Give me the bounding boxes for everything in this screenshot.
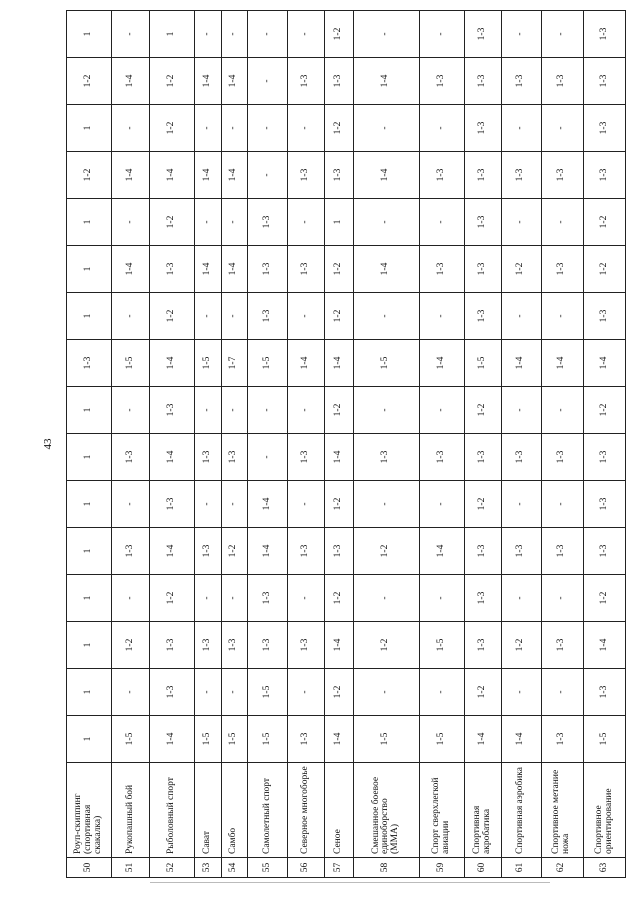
row-number: 58 <box>353 858 419 878</box>
value-cell: 1-3 <box>584 105 626 152</box>
page-number: 43 <box>42 438 54 450</box>
value-cell: 1-4 <box>150 434 195 481</box>
value-cell: 1-4 <box>248 528 287 575</box>
value-cell: 1-3 <box>353 434 419 481</box>
value-cell: - <box>111 293 149 340</box>
value-cell: - <box>221 293 248 340</box>
value-cell: - <box>248 105 287 152</box>
value-cell: 1-3 <box>325 152 354 199</box>
value-cell: 1-2 <box>325 11 354 58</box>
value-cell: 1-4 <box>150 716 195 763</box>
value-cell: - <box>287 575 324 622</box>
value-cell: 1-5 <box>420 716 465 763</box>
value-cell: 1-3 <box>541 58 584 105</box>
value-cell: 1-2 <box>325 105 354 152</box>
value-cell: 1-2 <box>325 387 354 434</box>
value-cell: - <box>353 11 419 58</box>
value-cell: - <box>420 105 465 152</box>
value-cell: 1-2 <box>150 105 195 152</box>
value-cell: - <box>541 199 584 246</box>
value-cell: 1-5 <box>248 340 287 387</box>
value-cell: 1-3 <box>420 58 465 105</box>
value-cell: 1-4 <box>420 528 465 575</box>
value-cell: - <box>194 11 221 58</box>
value-cell: - <box>287 387 324 434</box>
value-cell: 1-7 <box>221 340 248 387</box>
value-cell: 1-4 <box>353 152 419 199</box>
sport-name: Сеное <box>325 763 354 858</box>
value-cell: 1-2 <box>502 246 541 293</box>
value-cell: 1 <box>67 11 112 58</box>
value-cell: - <box>502 575 541 622</box>
value-cell: 1-3 <box>194 434 221 481</box>
row-number: 57 <box>325 858 354 878</box>
table-row <box>325 11 354 878</box>
value-cell: - <box>221 199 248 246</box>
value-cell: 1-4 <box>325 434 354 481</box>
row-number: 54 <box>221 858 248 878</box>
value-cell: - <box>287 105 324 152</box>
value-cell: 1-3 <box>464 199 501 246</box>
value-cell: - <box>248 11 287 58</box>
value-cell: 1-3 <box>150 387 195 434</box>
value-cell: 1-4 <box>221 246 248 293</box>
value-cell: 1-5 <box>584 716 626 763</box>
value-cell: 1-2 <box>464 387 501 434</box>
value-cell: - <box>353 387 419 434</box>
value-cell: 1-3 <box>420 434 465 481</box>
value-cell: - <box>194 481 221 528</box>
value-cell: 1-5 <box>353 716 419 763</box>
value-cell: 1-4 <box>287 340 324 387</box>
table-row <box>502 11 541 878</box>
value-cell: 1 <box>67 528 112 575</box>
value-cell: 1-3 <box>541 152 584 199</box>
row-number: 52 <box>150 858 195 878</box>
value-cell: 1-3 <box>194 622 221 669</box>
value-cell: 1-4 <box>353 246 419 293</box>
value-cell: 1-2 <box>150 293 195 340</box>
value-cell: - <box>287 669 324 716</box>
value-cell: 1-3 <box>150 481 195 528</box>
value-cell: 1-3 <box>287 434 324 481</box>
value-cell: 1-3 <box>150 246 195 293</box>
value-cell: 1-4 <box>248 481 287 528</box>
sport-name: Спортивное ориентирование <box>584 763 626 858</box>
value-cell: 1-5 <box>464 340 501 387</box>
value-cell: 1-3 <box>150 669 195 716</box>
value-cell: - <box>353 293 419 340</box>
value-cell: 1 <box>67 716 112 763</box>
table-row <box>287 11 324 878</box>
row-number: 53 <box>194 858 221 878</box>
value-cell: - <box>221 481 248 528</box>
value-cell: 1-5 <box>221 716 248 763</box>
value-cell: 1-2 <box>150 58 195 105</box>
value-cell: - <box>221 575 248 622</box>
value-cell: 1-3 <box>248 575 287 622</box>
value-cell: 1-3 <box>584 11 626 58</box>
value-cell: 1-2 <box>353 622 419 669</box>
value-cell: 1-4 <box>150 152 195 199</box>
value-cell: 1-3 <box>584 669 626 716</box>
value-cell: - <box>221 11 248 58</box>
value-cell: 1-3 <box>584 58 626 105</box>
sport-name: Рукопашный бой <box>111 763 149 858</box>
value-cell: 1-4 <box>111 152 149 199</box>
value-cell: - <box>194 105 221 152</box>
value-cell: 1-3 <box>464 528 501 575</box>
value-cell: 1-3 <box>221 434 248 481</box>
value-cell: 1 <box>67 246 112 293</box>
value-cell: - <box>353 481 419 528</box>
value-cell: 1-4 <box>111 246 149 293</box>
table-row <box>150 11 195 878</box>
value-cell: - <box>248 58 287 105</box>
sport-name: Спорт сверхлегкой авиации <box>420 763 465 858</box>
value-cell: 1-4 <box>194 152 221 199</box>
value-cell: 1-5 <box>194 716 221 763</box>
sport-name: Самбо <box>221 763 248 858</box>
value-cell: 1-3 <box>464 293 501 340</box>
value-cell: - <box>287 199 324 246</box>
value-cell: - <box>420 293 465 340</box>
row-number: 56 <box>287 858 324 878</box>
value-cell: - <box>502 669 541 716</box>
table-row <box>194 11 221 878</box>
value-cell: - <box>194 387 221 434</box>
value-cell: - <box>541 387 584 434</box>
value-cell: 1-3 <box>584 528 626 575</box>
value-cell: - <box>502 11 541 58</box>
value-cell: - <box>420 481 465 528</box>
value-cell: 1-2 <box>464 481 501 528</box>
value-cell: 1-2 <box>502 622 541 669</box>
sport-name: Самолетный спорт <box>248 763 287 858</box>
value-cell: 1-3 <box>502 528 541 575</box>
row-number: 61 <box>502 858 541 878</box>
value-cell: 1-3 <box>502 58 541 105</box>
value-cell: 1-3 <box>194 528 221 575</box>
value-cell: - <box>221 105 248 152</box>
value-cell: 1-3 <box>584 434 626 481</box>
value-cell: - <box>541 11 584 58</box>
value-cell: 1-4 <box>464 716 501 763</box>
value-cell: - <box>353 105 419 152</box>
table-row <box>584 11 626 878</box>
table-row <box>353 11 419 878</box>
value-cell: - <box>541 481 584 528</box>
value-cell: 1-5 <box>111 716 149 763</box>
value-cell: 1-3 <box>287 152 324 199</box>
sport-name: Смешанное боевое единоборство (ММА) <box>353 763 419 858</box>
value-cell: 1-3 <box>150 622 195 669</box>
value-cell: - <box>287 11 324 58</box>
table-row <box>248 11 287 878</box>
value-cell: 1-3 <box>464 11 501 58</box>
value-cell: - <box>111 669 149 716</box>
value-cell: 1-4 <box>111 58 149 105</box>
value-cell: 1 <box>67 434 112 481</box>
row-number: 59 <box>420 858 465 878</box>
value-cell: 1-3 <box>111 528 149 575</box>
value-cell: 1-2 <box>584 246 626 293</box>
value-cell: - <box>353 575 419 622</box>
value-cell: 1 <box>67 575 112 622</box>
value-cell: 1-2 <box>325 669 354 716</box>
value-cell: - <box>194 575 221 622</box>
value-cell: 1-3 <box>541 246 584 293</box>
value-cell: 1-3 <box>464 58 501 105</box>
value-cell: 1-4 <box>221 58 248 105</box>
table-row <box>464 11 501 878</box>
sport-name: Сават <box>194 763 221 858</box>
value-cell: 1-3 <box>584 152 626 199</box>
value-cell: 1 <box>67 105 112 152</box>
row-number: 55 <box>248 858 287 878</box>
value-cell: 1-4 <box>584 622 626 669</box>
value-cell: 1-2 <box>584 387 626 434</box>
value-cell: 1-4 <box>502 716 541 763</box>
value-cell: - <box>420 387 465 434</box>
value-cell: - <box>111 105 149 152</box>
value-cell: 1 <box>150 11 195 58</box>
value-cell: 1-2 <box>584 199 626 246</box>
value-cell: 1 <box>67 387 112 434</box>
rotated-table-area <box>66 16 626 878</box>
table-row <box>111 11 149 878</box>
value-cell: - <box>111 387 149 434</box>
value-cell: 1-4 <box>325 622 354 669</box>
table-body <box>67 11 626 878</box>
value-cell: 1-3 <box>420 246 465 293</box>
value-cell: - <box>420 669 465 716</box>
value-cell: 1-3 <box>464 152 501 199</box>
value-cell: 1-2 <box>325 293 354 340</box>
value-cell: 1-3 <box>464 622 501 669</box>
row-number: 51 <box>111 858 149 878</box>
value-cell: 1-3 <box>541 434 584 481</box>
value-cell: 1-4 <box>420 340 465 387</box>
value-cell: 1-3 <box>248 622 287 669</box>
value-cell: 1-4 <box>150 528 195 575</box>
value-cell: 1-3 <box>464 246 501 293</box>
sport-name: Рыболовный спорт <box>150 763 195 858</box>
value-cell: 1-3 <box>464 105 501 152</box>
value-cell: 1-3 <box>420 152 465 199</box>
value-cell: 1-5 <box>248 669 287 716</box>
value-cell: 1-3 <box>502 152 541 199</box>
value-cell: - <box>420 11 465 58</box>
value-cell: 1-4 <box>150 340 195 387</box>
value-cell: - <box>502 105 541 152</box>
value-cell: 1-3 <box>464 434 501 481</box>
value-cell: 1-3 <box>541 716 584 763</box>
value-cell: 1-2 <box>464 669 501 716</box>
value-cell: 1-3 <box>67 340 112 387</box>
value-cell: 1-3 <box>464 575 501 622</box>
value-cell: 1-2 <box>67 152 112 199</box>
value-cell: - <box>111 575 149 622</box>
value-cell: 1-3 <box>541 528 584 575</box>
value-cell: 1-2 <box>221 528 248 575</box>
value-cell: 1-2 <box>150 199 195 246</box>
value-cell: - <box>194 199 221 246</box>
value-cell: 1-2 <box>325 481 354 528</box>
scan-edge-line <box>150 882 550 883</box>
row-number: 62 <box>541 858 584 878</box>
value-cell: 1-5 <box>353 340 419 387</box>
value-cell: - <box>111 199 149 246</box>
value-cell: 1-3 <box>502 434 541 481</box>
value-cell: - <box>221 669 248 716</box>
value-cell: 1-3 <box>248 199 287 246</box>
value-cell: 1-2 <box>67 58 112 105</box>
value-cell: 1-2 <box>325 246 354 293</box>
value-cell: 1-3 <box>287 528 324 575</box>
value-cell: 1 <box>325 199 354 246</box>
value-cell: 1-3 <box>584 293 626 340</box>
value-cell: 1-3 <box>287 716 324 763</box>
value-cell: - <box>194 293 221 340</box>
value-cell: 1-5 <box>111 340 149 387</box>
sport-name: Северное многоборье <box>287 763 324 858</box>
value-cell: 1-3 <box>287 246 324 293</box>
value-cell: - <box>111 481 149 528</box>
value-cell: 1-3 <box>248 293 287 340</box>
value-cell: - <box>502 293 541 340</box>
table-row <box>420 11 465 878</box>
value-cell: 1-5 <box>420 622 465 669</box>
value-cell: 1-5 <box>248 716 287 763</box>
row-number: 50 <box>67 858 112 878</box>
value-cell: - <box>287 293 324 340</box>
value-cell: - <box>194 669 221 716</box>
value-cell: 1-2 <box>325 575 354 622</box>
sport-name: Спортивная аэробика <box>502 763 541 858</box>
value-cell: - <box>541 293 584 340</box>
value-cell: - <box>541 105 584 152</box>
row-number: 63 <box>584 858 626 878</box>
table-row <box>541 11 584 878</box>
value-cell: 1 <box>67 199 112 246</box>
value-cell: 1-3 <box>287 58 324 105</box>
sports-table <box>66 10 626 878</box>
value-cell: 1-4 <box>584 340 626 387</box>
value-cell: 1-3 <box>221 622 248 669</box>
value-cell: - <box>248 387 287 434</box>
value-cell: - <box>353 669 419 716</box>
value-cell: 1-4 <box>541 340 584 387</box>
value-cell: - <box>248 434 287 481</box>
sport-name: Спортивная акробатика <box>464 763 501 858</box>
value-cell: 1-2 <box>150 575 195 622</box>
value-cell: - <box>502 481 541 528</box>
value-cell: 1-4 <box>194 246 221 293</box>
value-cell: 1-4 <box>502 340 541 387</box>
value-cell: - <box>221 387 248 434</box>
value-cell: 1-5 <box>194 340 221 387</box>
value-cell: - <box>541 669 584 716</box>
value-cell: - <box>248 152 287 199</box>
value-cell: 1 <box>67 293 112 340</box>
value-cell: - <box>541 575 584 622</box>
value-cell: 1-3 <box>111 434 149 481</box>
value-cell: 1-4 <box>221 152 248 199</box>
value-cell: - <box>287 481 324 528</box>
value-cell: - <box>111 11 149 58</box>
value-cell: 1-3 <box>541 622 584 669</box>
value-cell: 1-3 <box>584 481 626 528</box>
value-cell: - <box>502 199 541 246</box>
value-cell: 1-3 <box>287 622 324 669</box>
sport-name: Спортивное метание ножа <box>541 763 584 858</box>
value-cell: - <box>420 575 465 622</box>
row-number: 60 <box>464 858 501 878</box>
value-cell: - <box>420 199 465 246</box>
value-cell: 1-4 <box>194 58 221 105</box>
value-cell: 1-4 <box>353 58 419 105</box>
value-cell: 1-4 <box>325 340 354 387</box>
value-cell: 1 <box>67 481 112 528</box>
value-cell: 1-3 <box>325 528 354 575</box>
value-cell: 1-4 <box>325 716 354 763</box>
table-row <box>221 11 248 878</box>
value-cell: - <box>353 199 419 246</box>
value-cell: 1 <box>67 669 112 716</box>
sport-name: Роуп-скиппинг (спортивная скакалка) <box>67 763 112 858</box>
table-row <box>67 11 112 878</box>
value-cell: 1 <box>67 622 112 669</box>
value-cell: 1-3 <box>325 58 354 105</box>
value-cell: 1-3 <box>248 246 287 293</box>
value-cell: 1-2 <box>584 575 626 622</box>
value-cell: - <box>502 387 541 434</box>
value-cell: 1-2 <box>111 622 149 669</box>
value-cell: 1-2 <box>353 528 419 575</box>
